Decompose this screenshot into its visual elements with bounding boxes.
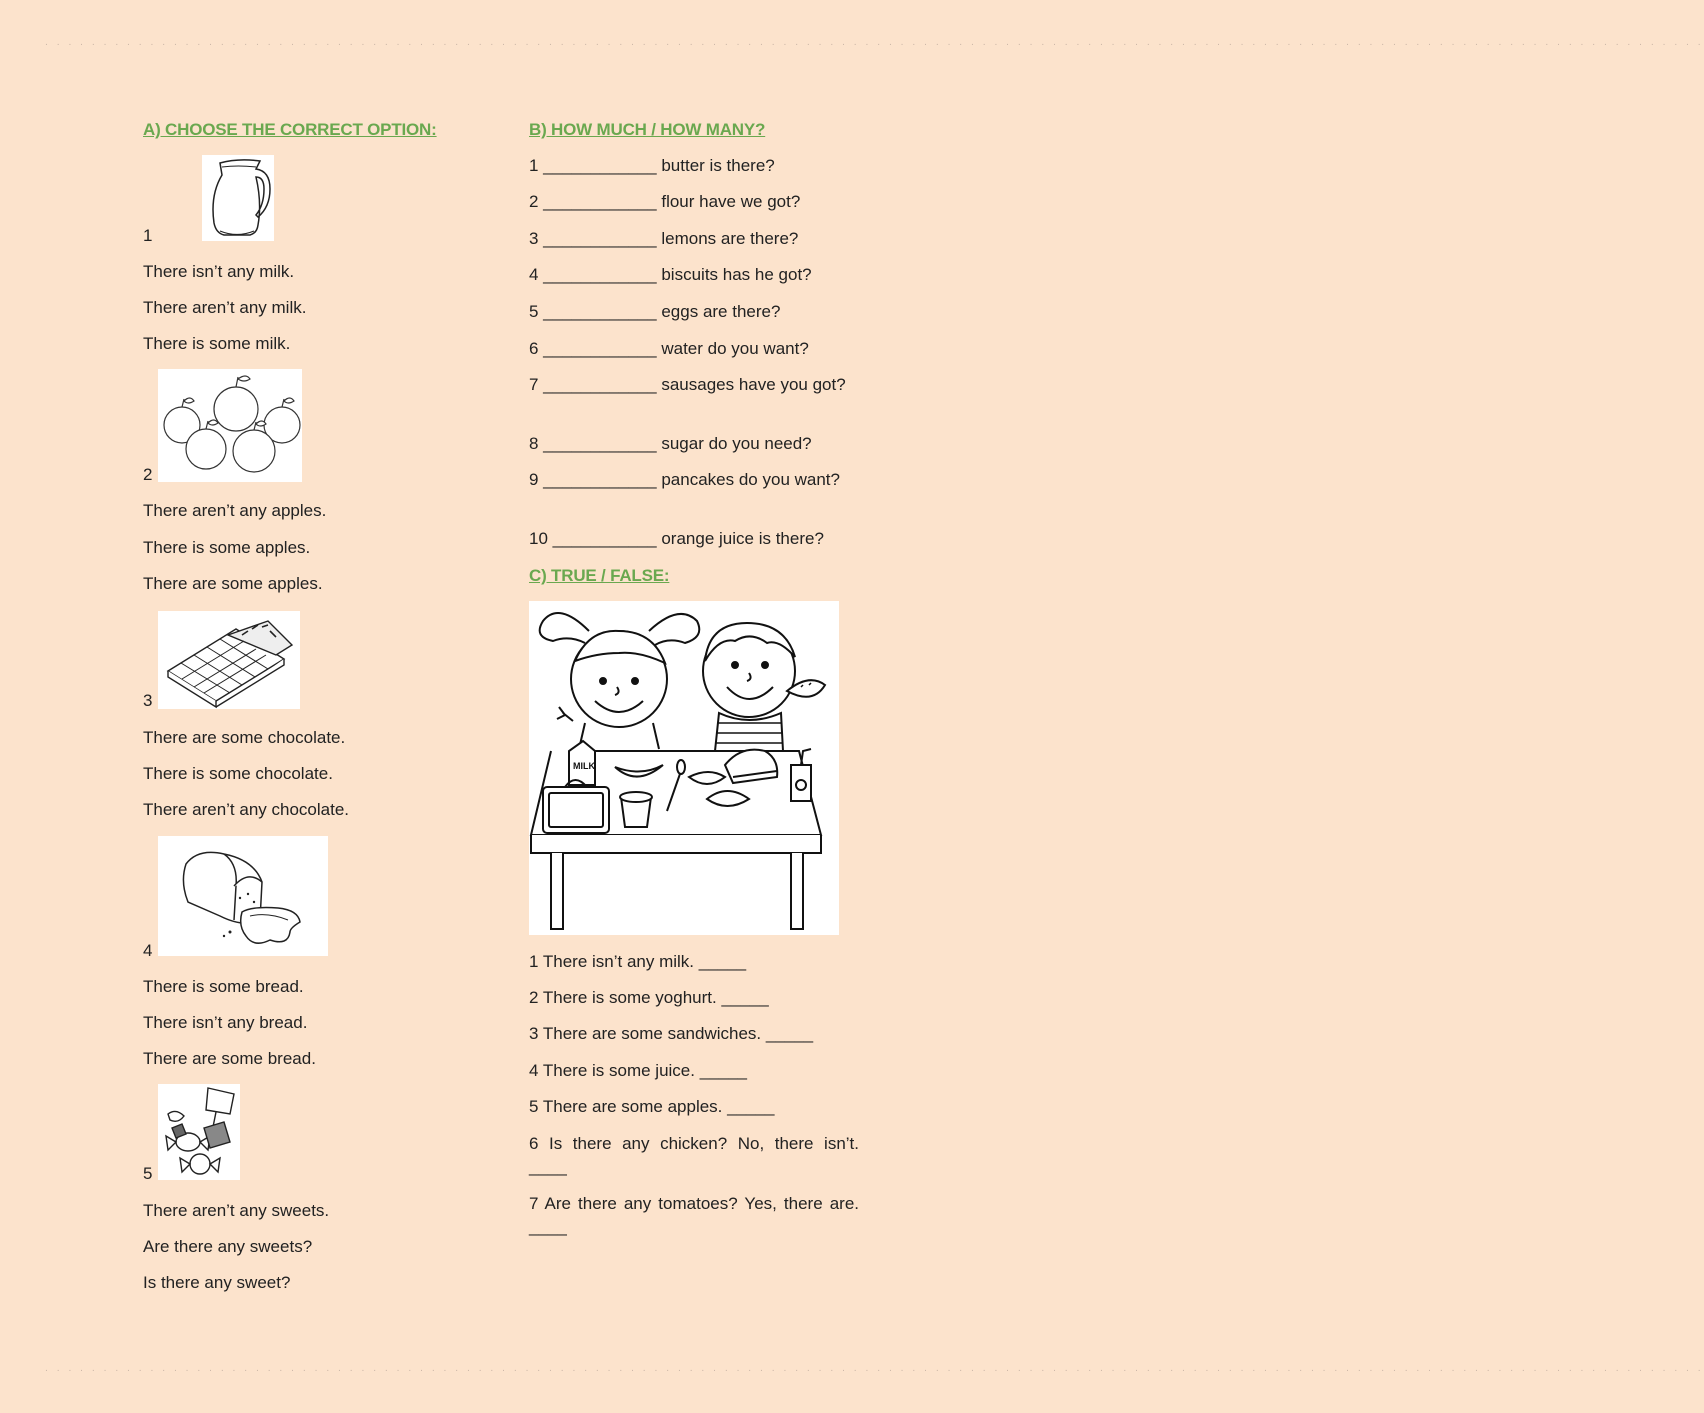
true-false-item: 2 There is some yoghurt. _____ [529,988,769,1007]
option-text: There isn’t any milk. [143,262,295,281]
chocolate-bar-icon [158,611,300,709]
option-text: There aren’t any apples. [143,501,327,520]
question-text: 9 ____________ pancakes do you want? [529,470,840,489]
bottom-dotted-border: . . . . . . . . . . . . . . . . . . . . . . . . . . . . . . . . . . . . . . . . . . . . . . . . . . . . . . . . . . . . . . . . . . . . . . . . . . . . . . . . . . . . . . . . . . . . . . . . . . . . . . . . . . . . . . . . . . . . . . . . . . . . . . . . . . . . . . . . . . . . . . [45,1364,1704,1374]
option-text: There are some bread. [143,1049,316,1068]
true-false-item: 4 There is some juice. _____ [529,1061,747,1080]
bread-loaf-icon [158,836,328,956]
question-text: 2 ____________ flour have we got? [529,192,801,211]
question-text: 4 ____________ biscuits has he got? [529,265,812,284]
option-text: There aren’t any milk. [143,298,307,317]
true-false-item: 7 Are there any tomatoes? Yes, there are. ____ [529,1194,859,1236]
option-text: There is some milk. [143,334,291,353]
apples-icon [158,369,302,482]
children-at-table-image [529,601,839,935]
question-text: 6 ____________ water do you want? [529,339,809,358]
option-text: There is some chocolate. [143,764,333,783]
option-text: There isn’t any bread. [143,1013,308,1032]
option-text: Are there any sweets? [143,1237,313,1256]
item-number: 5 [143,1164,153,1183]
section-b-title: B) HOW MUCH / HOW MANY? [529,120,766,139]
question-text: 10 ___________ orange juice is there? [529,529,824,548]
item-number: 1 [143,226,153,245]
question-text: 3 ____________ lemons are there? [529,229,799,248]
option-text: There is some bread. [143,977,304,996]
section-c-title: C) TRUE / FALSE: [529,566,670,585]
option-text: Is there any sweet? [143,1273,291,1292]
apples-image [158,369,302,482]
milk-jug-image [202,155,274,241]
option-text: There is some apples. [143,538,311,557]
option-text: There are some chocolate. [143,728,346,747]
milk-carton-label: MILK [573,761,595,771]
milk-jug-icon [202,155,274,241]
item-number: 4 [143,941,153,960]
option-text: There aren’t any sweets. [143,1201,330,1220]
true-false-item: 6 Is there any chicken? No, there isn’t. ____ [529,1134,859,1176]
item-number: 3 [143,691,153,710]
chocolate-bar-image [158,611,300,709]
top-dotted-border: . . . . . . . . . . . . . . . . . . . . . . . . . . . . . . . . . . . . . . . . . . . . . . . . . . . . . . . . . . . . . . . . . . . . . . . . . . . . . . . . . . . . . . . . . . . . . . . . . . . . . . . . . . . . . . . . . . . . . . . . . . . . . . . . . . . . . . . . . . . . . . [45,38,1704,48]
option-text: There are some apples. [143,574,323,593]
sweets-icon [158,1084,240,1180]
sweets-image [158,1084,240,1180]
option-text: There aren’t any chocolate. [143,800,350,819]
true-false-item: 1 There isn’t any milk. _____ [529,952,747,971]
bread-loaf-image [158,836,328,956]
question-text: 5 ____________ eggs are there? [529,302,781,321]
question-text: 1 ____________ butter is there? [529,156,775,175]
true-false-item: 3 There are some sandwiches. _____ [529,1024,814,1043]
children-at-table-icon [529,601,839,935]
true-false-item: 5 There are some apples. _____ [529,1097,775,1116]
item-number: 2 [143,465,153,484]
section-a-title: A) CHOOSE THE CORRECT OPTION: [143,120,437,139]
question-text: 7 ____________ sausages have you got? [529,375,846,394]
question-text: 8 ____________ sugar do you need? [529,434,812,453]
